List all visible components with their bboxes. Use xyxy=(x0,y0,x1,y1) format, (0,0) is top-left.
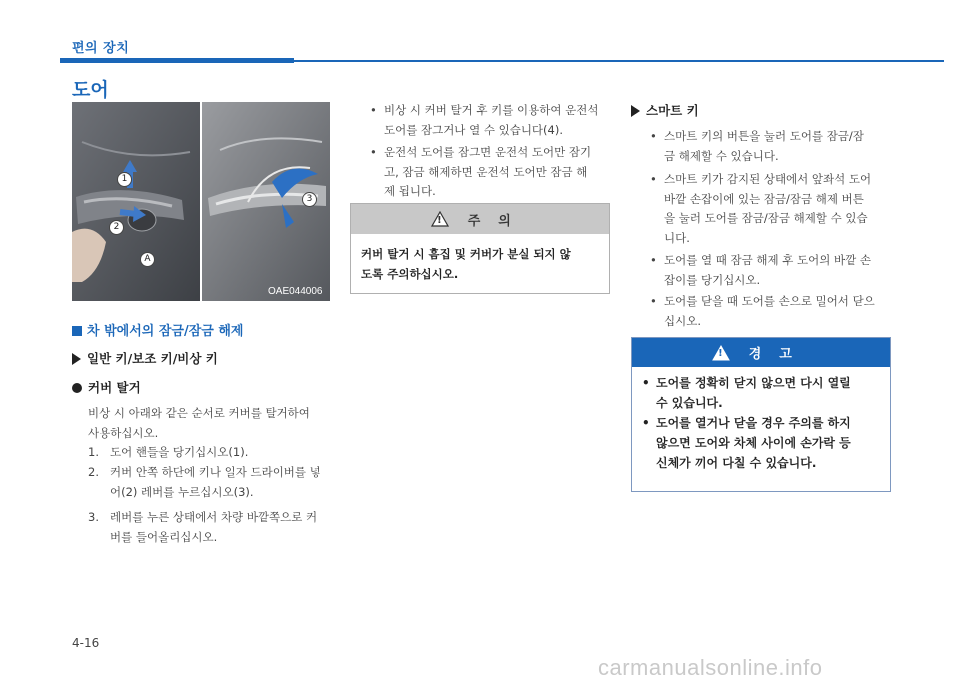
bullet-line: 도어를 열 때 잠금 해제 후 도어의 바깥 손 xyxy=(664,253,871,267)
intro-line: 비상 시 아래와 같은 순서로 커버를 탈거하여 xyxy=(88,406,310,420)
page-heading: 도어 xyxy=(72,79,109,101)
warning-header xyxy=(632,338,890,367)
warning-line: 도어를 열거나 닫을 경우 주의를 하지 xyxy=(656,416,851,430)
bullet-marker: • xyxy=(650,129,657,143)
step-line: 레버를 누른 상태에서 차량 바깥쪽으로 커 xyxy=(110,510,318,524)
triangle-marker-icon xyxy=(72,353,81,365)
step-1 xyxy=(88,443,338,463)
bullet-line: 도어를 잠그거나 열 수 있습니다(4). xyxy=(384,122,563,137)
square-bullet-icon xyxy=(72,326,82,336)
bullet-marker: • xyxy=(650,172,657,186)
door-handle-figure xyxy=(72,102,330,301)
right-bullet-1 xyxy=(650,127,895,166)
step-number: 2. xyxy=(88,465,99,479)
cover-removal-intro xyxy=(88,404,338,443)
page-number: 4-16 xyxy=(72,636,100,650)
bullet-line: 운전석 도어를 잠그면 운전석 도어만 잠기 xyxy=(384,145,592,159)
section-title: 편의 장치 xyxy=(72,41,130,56)
step-2 xyxy=(88,463,338,502)
step-3 xyxy=(88,508,338,547)
cover-removal-heading-text: 커버 탈거 xyxy=(88,380,141,395)
caution-text xyxy=(351,234,609,284)
caution-header xyxy=(351,204,609,234)
warning-label: 경고 xyxy=(748,347,810,362)
bullet-marker: • xyxy=(370,103,377,117)
dot-marker-icon xyxy=(72,383,82,393)
middle-bullet-1 xyxy=(370,101,615,140)
callout-2: 2 xyxy=(109,220,124,235)
caution-line: 도록 주의하십시오. xyxy=(361,267,459,281)
step-line: 어(2) 레버를 누르십시오(3). xyxy=(110,484,254,499)
warning-line: 않으면 도어와 차체 사이에 손가락 등 xyxy=(656,436,851,450)
cover-removal-heading xyxy=(72,378,141,396)
step-line: 도어 핸들을 당기십시오(1). xyxy=(110,445,249,459)
middle-bullet-2 xyxy=(370,143,615,202)
smart-key-heading-text: 스마트 키 xyxy=(646,103,699,118)
caution-label: 주의 xyxy=(467,213,529,229)
callout-a: A xyxy=(140,252,155,267)
bullet-marker: • xyxy=(370,145,377,159)
warning-item-1 xyxy=(642,373,880,413)
bullet-line: 잡이를 당기십시오. xyxy=(664,272,761,287)
warning-item-2 xyxy=(642,413,880,473)
warning-line: 도어를 정확히 닫지 않으면 다시 열릴 xyxy=(656,376,851,390)
figure-code: OAE044006 xyxy=(268,286,323,297)
callout-3: 3 xyxy=(302,192,317,207)
step-line: 버를 들어올리십시오. xyxy=(110,529,218,544)
caution-box xyxy=(350,203,610,294)
step-line: 커버 안쪽 하단에 키나 일자 드라이버를 넣 xyxy=(110,465,321,479)
callout-1: 1 xyxy=(117,172,132,187)
right-bullet-3 xyxy=(650,251,895,290)
key-type-heading-text: 일반 키/보조 키/비상 키 xyxy=(87,351,218,366)
right-bullet-2 xyxy=(650,170,895,248)
bullet-line: 비상 시 커버 탈거 후 키를 이용하여 운전석 xyxy=(384,103,599,117)
left-heading-text: 차 밖에서의 잠금/잠금 해제 xyxy=(87,324,244,339)
door-handle-illustration xyxy=(72,102,330,301)
step-number: 3. xyxy=(88,510,99,524)
header-rule-thick xyxy=(60,58,294,63)
bullet-marker: • xyxy=(642,376,650,390)
header-rule-thin xyxy=(294,60,944,62)
warning-box xyxy=(631,337,891,492)
bullet-marker: • xyxy=(650,253,657,267)
bullet-marker: • xyxy=(650,294,657,308)
bullet-line: 바깥 손잡이에 있는 잠금/잠금 해제 버튼 xyxy=(664,191,864,206)
key-type-heading xyxy=(72,349,218,367)
smart-key-heading xyxy=(631,101,699,119)
bullet-line: 니다. xyxy=(664,230,690,245)
bullet-line: 스마트 키의 버튼을 눌러 도어를 잠금/잠 xyxy=(664,129,864,143)
step-number: 1. xyxy=(88,445,99,459)
bullet-line: 스마트 키가 감지된 상태에서 앞좌석 도어 xyxy=(664,172,872,186)
right-bullet-4 xyxy=(650,292,895,331)
bullet-line: 제 됩니다. xyxy=(384,184,436,198)
triangle-marker-icon xyxy=(631,105,640,117)
left-heading xyxy=(72,320,243,339)
warning-text xyxy=(632,367,890,473)
bullet-line: 십시오. xyxy=(664,313,701,328)
caution-line: 커버 탈거 시 흠집 및 커버가 분실 되지 않 xyxy=(361,247,571,261)
bullet-marker: • xyxy=(642,416,650,430)
warning-icon-mark: ! xyxy=(718,348,723,359)
bullet-line: 금 해제할 수 있습니다. xyxy=(664,148,779,163)
intro-line: 사용하십시오. xyxy=(88,425,159,440)
bullet-line: 도어를 닫을 때 도어를 손으로 밀어서 닫으 xyxy=(664,294,875,308)
bullet-line: 고, 잠금 해제하면 운전석 도어만 잠금 해 xyxy=(384,164,588,179)
warning-line: 수 있습니다. xyxy=(656,396,723,410)
warning-line: 신체가 끼어 다칠 수 있습니다. xyxy=(656,456,817,470)
bullet-line: 을 눌러 도어를 잠금/잠금 해제할 수 있습 xyxy=(664,211,868,225)
watermark: carmanualsonline.info xyxy=(598,655,823,680)
caution-icon-mark: ! xyxy=(437,214,442,226)
